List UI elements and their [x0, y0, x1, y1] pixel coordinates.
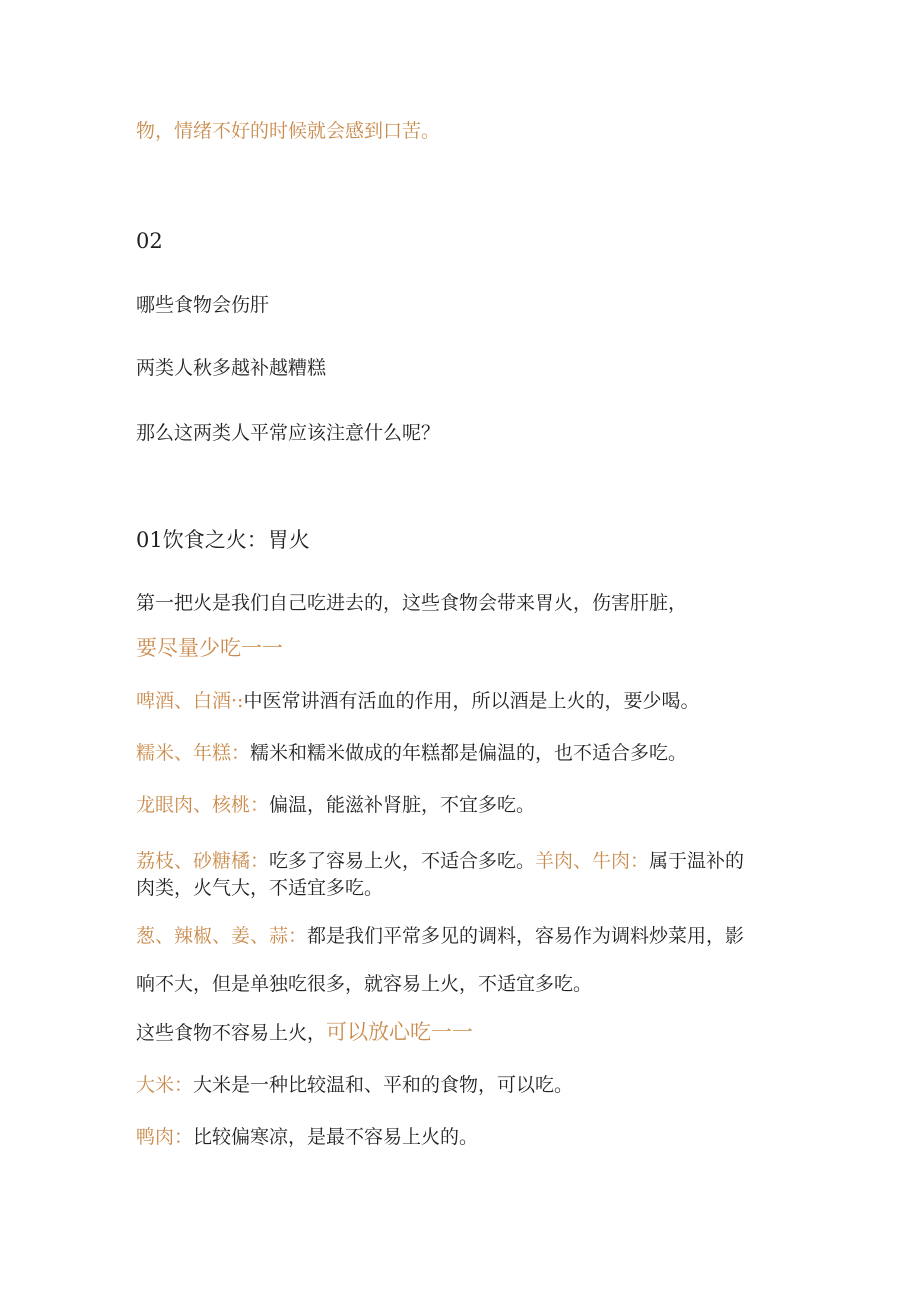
list-item-rice-cake	[136, 740, 687, 766]
item-text: 都是我们平常多见的调料，容易作为调料炒菜用，影	[307, 925, 745, 947]
item-label: 鸭肉：	[136, 1126, 194, 1148]
item-text-2: 属于温补的	[649, 850, 745, 872]
item-text: 吃多了容易上火，不适合多吃。	[269, 850, 536, 872]
item-label: 啤酒、白酒·:	[136, 690, 244, 712]
intro-line: 物，情绪不好的时候就会感到口苦。	[136, 120, 441, 142]
item-label: 葱、辣椒、姜、蒜：	[136, 925, 308, 947]
item-label: 龙眼肉、核桃：	[136, 794, 270, 816]
item-text: 中医常讲酒有活血的作用，所以酒是上火的，要少喝。	[243, 690, 700, 712]
list-item-spice	[136, 923, 744, 949]
item-text: 糯米和糯米做成的年糕都是偏温的，也不适合多吃。	[250, 742, 688, 764]
item-label-2: 羊肉、牛肉：	[535, 850, 650, 872]
list-item-lychee-cont: 肉类，火气大，不适宜多吃。	[136, 877, 384, 899]
item-label: 荔枝、砂糖橘：	[136, 850, 270, 872]
safe-intro: 这些食物不容易上火，	[136, 1022, 327, 1044]
list-item-spice-cont: 响不大，但是单独吃很多，就容易上火，不适宜多吃。	[136, 973, 593, 995]
safe-title: 可以放心吃一一	[326, 1020, 474, 1044]
heading-two-types: 两类人秋多越补越糟糕	[136, 357, 327, 379]
list-item-longan	[136, 792, 535, 818]
item-text: 偏温，能滋补肾脏，不宜多吃。	[269, 794, 536, 816]
item-text: 比较偏寒凉，是最不容易上火的。	[193, 1126, 479, 1148]
list-item-rice	[136, 1072, 573, 1098]
question-line: 那么这两类人平常应该注意什么呢？	[136, 422, 441, 444]
safe-intro-line	[136, 1019, 473, 1046]
list-item-beer	[136, 688, 699, 714]
subsection-title: 01饮食之火：胃火	[136, 528, 310, 552]
heading-what-foods: 哪些食物会伤肝	[136, 294, 270, 316]
item-label: 糯米、年糕：	[136, 742, 251, 764]
list-item-lychee	[136, 848, 744, 874]
item-label: 大米：	[136, 1074, 194, 1096]
item-text: 大米是一种比较温和、平和的食物，可以吃。	[193, 1074, 574, 1096]
section-number: 02	[136, 229, 163, 253]
para-intro: 第一把火是我们自己吃进去的，这些食物会带来胃火，伤害肝脏，	[136, 592, 688, 614]
list-item-duck	[136, 1124, 478, 1150]
avoid-title: 要尽量少吃一一	[136, 636, 283, 660]
